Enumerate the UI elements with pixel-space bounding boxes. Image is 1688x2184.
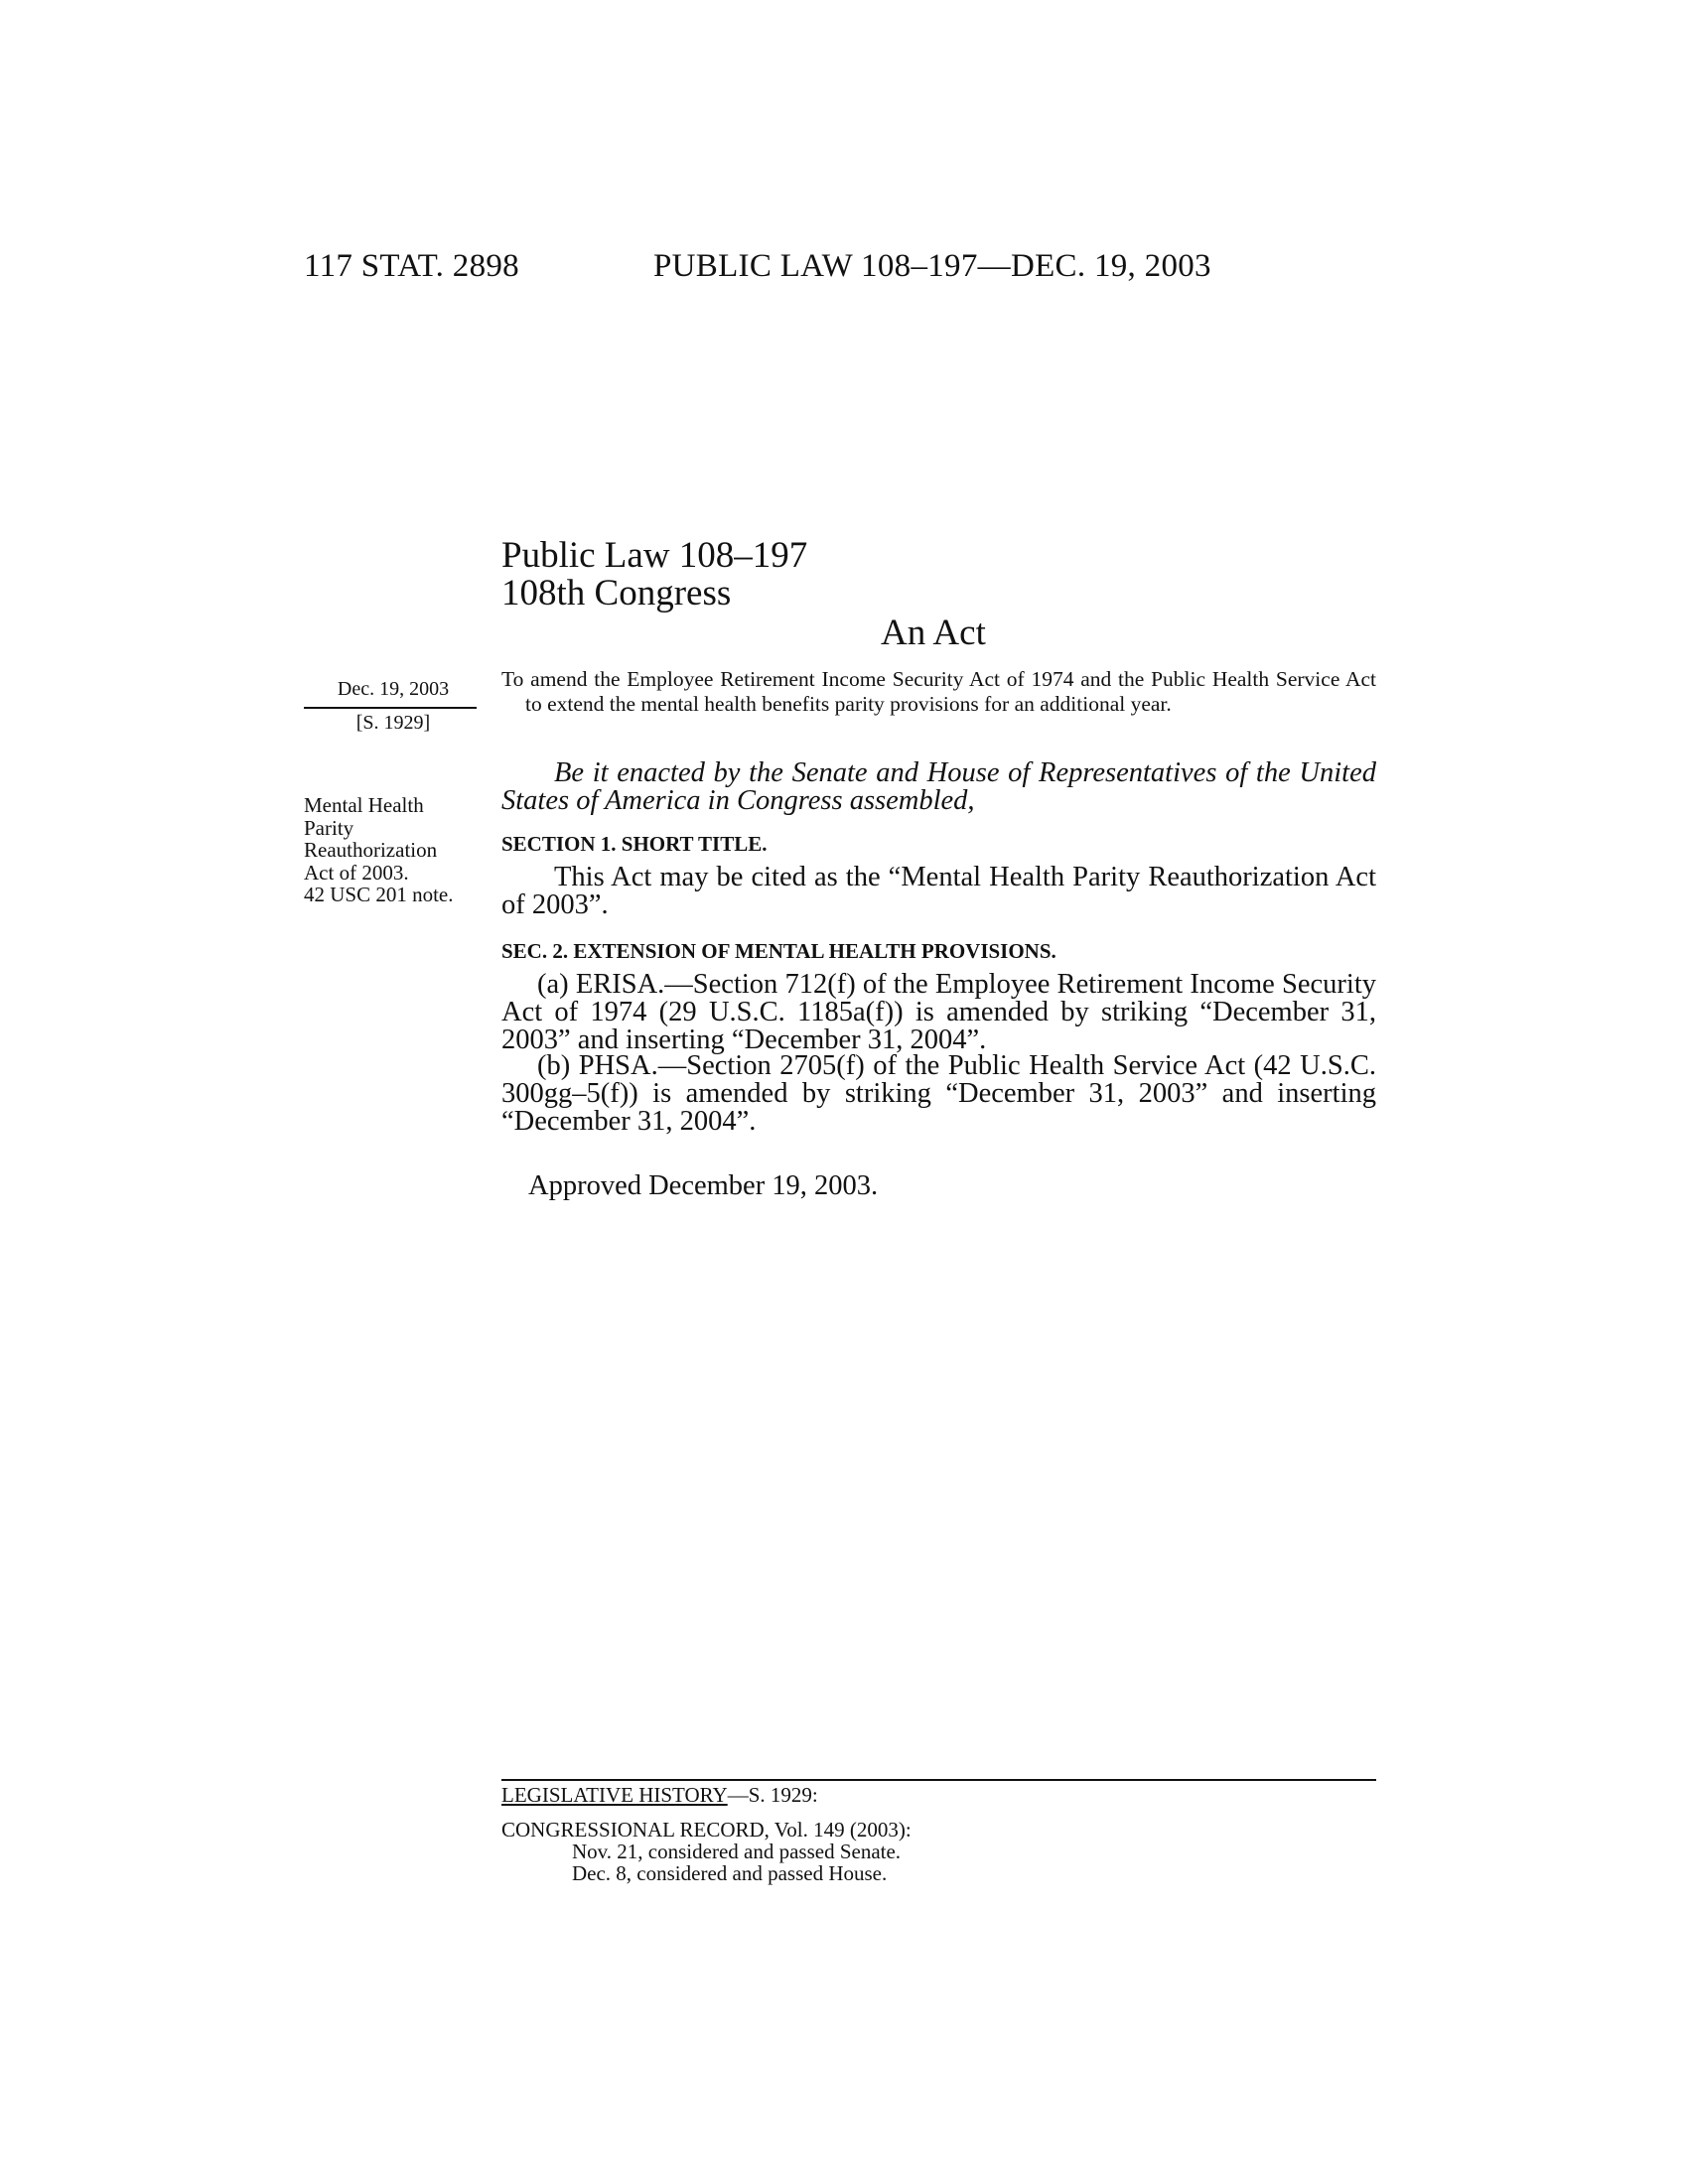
margin-bill-number: [S. 1929] bbox=[355, 712, 431, 734]
margin-note-line: Reauthorization bbox=[304, 838, 438, 862]
legislative-history-bill: —S. 1929: bbox=[727, 1783, 818, 1807]
margin-note bbox=[304, 794, 483, 906]
stat-page-number: 117 STAT. 2898 bbox=[304, 248, 519, 284]
footnote-divider bbox=[501, 1779, 1376, 1781]
section-1-heading: SECTION 1. SHORT TITLE. bbox=[501, 832, 768, 856]
legislative-history bbox=[501, 1784, 818, 1806]
congress-label: 108th Congress bbox=[501, 573, 732, 614]
congressional-record: CONGRESSIONAL RECORD, Vol. 149 (2003): bbox=[501, 1818, 912, 1842]
an-act-heading: An Act bbox=[881, 613, 986, 653]
section-2-paragraph-a: (a) ERISA.—Section 712(f) of the Employee Retirement Income Security Act of 1974 (29 U.S.C. 1185a(f)) is amended by striking “December 31, 2003” and inserting “December 31, 2004”. bbox=[501, 969, 1376, 1055]
margin-note-line: Act of 2003. bbox=[304, 860, 409, 885]
margin-note-line: Parity bbox=[304, 815, 354, 840]
section-2-heading: SEC. 2. EXTENSION OF MENTAL HEALTH PROVISIONS. bbox=[501, 939, 1056, 963]
legislative-history-label: LEGISLATIVE HISTORY bbox=[501, 1783, 728, 1807]
margin-note-line: 42 USC 201 note. bbox=[304, 883, 454, 906]
purpose-clause: To amend the Employee Retirement Income Security Act of 1974 and the Public Health Service Act to extend the mental health benefits parity provisions for an additional year. bbox=[501, 667, 1376, 716]
margin-date: Dec. 19, 2003 bbox=[337, 678, 450, 700]
house-action: Dec. 8, considered and passed House. bbox=[572, 1861, 888, 1885]
public-law-title: Public Law 108–197 bbox=[501, 535, 808, 576]
senate-action: Nov. 21, considered and passed Senate. bbox=[572, 1840, 902, 1863]
margin-note-line: Mental Health bbox=[304, 793, 424, 817]
enacting-clause: Be it enacted by the Senate and House of Representatives of the United States of America in Congress assembled, bbox=[501, 757, 1376, 816]
section-1-text: This Act may be cited as the “Mental Health Parity Reauthorization Act of 2003”. bbox=[501, 862, 1376, 920]
approval-date: Approved December 19, 2003. bbox=[528, 1170, 879, 1201]
margin-divider bbox=[304, 707, 477, 709]
running-head: PUBLIC LAW 108–197—DEC. 19, 2003 bbox=[653, 248, 1211, 284]
section-2-paragraph-b: (b) PHSA.—Section 2705(f) of the Public Health Service Act (42 U.S.C. 300gg–5(f)) is amended by striking “December 31, 2003” and inserting “December 31, 2004”. bbox=[501, 1050, 1376, 1137]
